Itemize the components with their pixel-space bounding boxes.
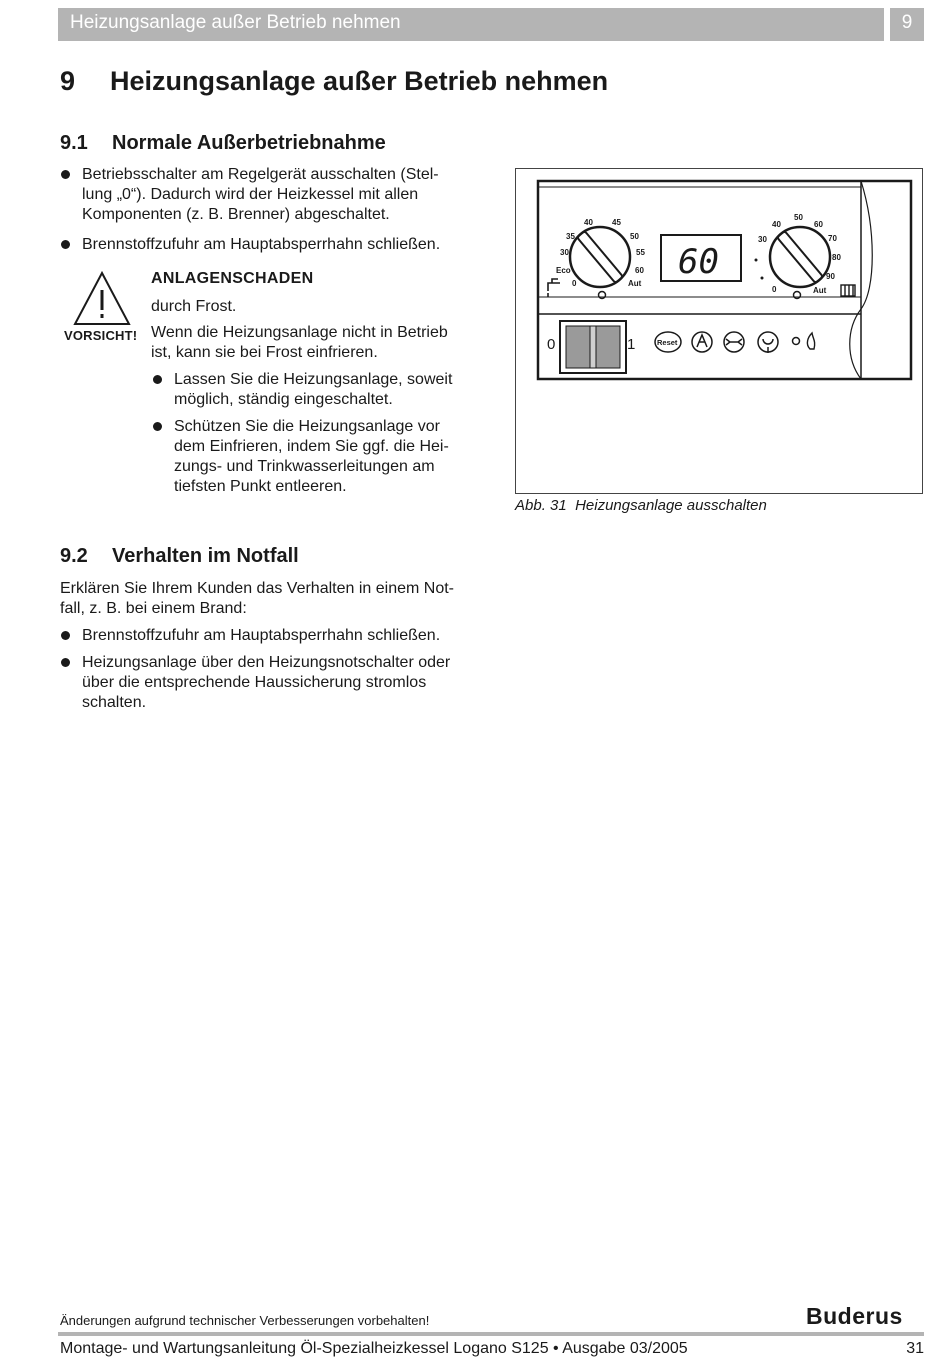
- warning-triangle-icon: [72, 270, 132, 328]
- list-item: [82, 626, 440, 646]
- right-dial-label: 40: [772, 220, 781, 229]
- section-intro: [60, 579, 454, 619]
- intro-line: fall, z. B. bei einem Brand:: [60, 600, 247, 617]
- right-dial-label: Aut: [813, 286, 827, 295]
- switch-off-label: 0: [547, 336, 556, 353]
- chimney-sweep-button: [692, 332, 712, 352]
- list-item-line: Heizungsanlage über den Heizungsnotschalter oder: [82, 654, 451, 671]
- bullet-dot: [153, 375, 162, 384]
- right-dial-label: 60: [814, 220, 823, 229]
- hot-water-tap-icon: [548, 279, 560, 297]
- left-dial-label: 30: [560, 248, 569, 257]
- right-dial-label: 90: [826, 272, 835, 281]
- bullet-dot: [153, 422, 162, 431]
- right-dial-label: 30: [758, 235, 767, 244]
- control-panel-illustration: [516, 169, 922, 493]
- service-button: [724, 332, 744, 352]
- bullet-dot: [61, 631, 70, 640]
- section-number: 9.2: [60, 545, 88, 567]
- list-item-line: über die entsprechende Haussicherung stromlos: [82, 674, 427, 691]
- list-item-line: lung „0“). Dadurch wird der Heizkessel mit allen: [82, 186, 419, 203]
- footer-document-title: Montage- und Wartungsanleitung Öl-Spezialheizkessel Logano S125 • Ausgabe 03/2005: [60, 1340, 688, 1357]
- left-dial-label: 0: [572, 279, 577, 288]
- status-led-icon: [793, 338, 800, 345]
- left-dial-label: Eco: [556, 266, 571, 275]
- right-dial-label: 80: [832, 253, 841, 262]
- footer-bar: [58, 1332, 924, 1336]
- section-title: Normale Außerbetriebnahme: [112, 132, 386, 154]
- list-item: [82, 653, 450, 713]
- chapter-number: 9: [60, 66, 76, 96]
- figure-caption: [515, 497, 767, 514]
- header-title: Heizungsanlage außer Betrieb nehmen: [70, 12, 401, 33]
- pump-status-icon: [758, 332, 778, 353]
- left-dial-label: 35: [566, 232, 575, 241]
- chapter-title: [60, 66, 608, 97]
- right-dial-label: 50: [794, 213, 803, 222]
- list-item-line: Brennstoffzufuhr am Hauptabsperrhahn schließen.: [82, 627, 441, 644]
- list-item-line: Komponenten (z. B. Brenner) abgeschaltet.: [82, 206, 390, 223]
- list-item-line: Brennstoffzufuhr am Hauptabsperrhahn schließen.: [82, 236, 441, 253]
- figure-caption-number: Abb. 31: [515, 497, 567, 514]
- section-heading-9-1: [60, 132, 386, 155]
- list-item-line: Schützen Sie die Heizungsanlage vor: [174, 418, 440, 435]
- chapter-title-text: Heizungsanlage außer Betrieb nehmen: [110, 66, 609, 96]
- page-number: 31: [906, 1340, 924, 1357]
- radiator-icon: [841, 285, 855, 296]
- left-dial-label: Aut: [628, 279, 642, 288]
- left-dial-label: 40: [584, 218, 593, 227]
- reset-button: [655, 332, 681, 352]
- warning-text-line: Wenn die Heizungsanlage nicht in Betrieb: [151, 324, 448, 341]
- warning-label: VORSICHT!: [64, 328, 138, 343]
- reset-label: Reset: [657, 338, 678, 347]
- left-dial-label: 55: [636, 248, 645, 257]
- header-chapter-number: 9: [901, 12, 913, 33]
- warning-text-line: ist, kann sie bei Frost einfrieren.: [151, 344, 378, 361]
- list-item: [174, 417, 449, 497]
- list-item-line: schalten.: [82, 694, 147, 711]
- list-item: [174, 370, 452, 410]
- burner-flame-icon: [807, 333, 814, 349]
- intro-line: Erklären Sie Ihrem Kunden das Verhalten in einem Not-: [60, 580, 454, 597]
- list-item-line: zungs- und Trinkwasserleitungen am: [174, 458, 435, 475]
- section-number: 9.1: [60, 132, 88, 154]
- left-temperature-dial: [570, 227, 630, 299]
- main-power-switch: [560, 321, 626, 373]
- warning-subheading: durch Frost.: [151, 298, 237, 315]
- bullet-dot: [61, 240, 70, 249]
- list-item-line: dem Einfrieren, indem Sie ggf. die Hei-: [174, 438, 449, 455]
- list-item: [82, 165, 439, 225]
- warning-heading: ANLAGENSCHADEN: [151, 270, 314, 287]
- switch-on-label: 1: [627, 336, 636, 353]
- right-dial-label: 0: [772, 285, 777, 294]
- brand-logo: Buderus: [806, 1303, 903, 1329]
- bullet-dot: [61, 658, 70, 667]
- right-dial-label: 70: [828, 234, 837, 243]
- figure-caption-text: Heizungsanlage ausschalten: [575, 497, 767, 514]
- list-item-line: tiefsten Punkt entleeren.: [174, 478, 347, 495]
- list-item-line: Lassen Sie die Heizungsanlage, soweit: [174, 371, 453, 388]
- warning-text: [151, 323, 448, 363]
- display-value: 60: [678, 242, 719, 282]
- list-item-line: Betriebsschalter am Regelgerät ausschalten (Stel-: [82, 166, 439, 183]
- section-title: Verhalten im Notfall: [112, 545, 299, 567]
- list-item: [82, 235, 440, 255]
- left-dial-label: 50: [630, 232, 639, 241]
- footer-note: Änderungen aufgrund technischer Verbesserungen vorbehalten!: [60, 1313, 430, 1328]
- left-dial-label: 60: [635, 266, 644, 275]
- bullet-dot: [61, 170, 70, 179]
- left-dial-label: 45: [612, 218, 621, 227]
- list-item-line: möglich, ständig eingeschaltet.: [174, 391, 393, 408]
- section-heading-9-2: [60, 545, 299, 568]
- digital-display: [661, 235, 764, 282]
